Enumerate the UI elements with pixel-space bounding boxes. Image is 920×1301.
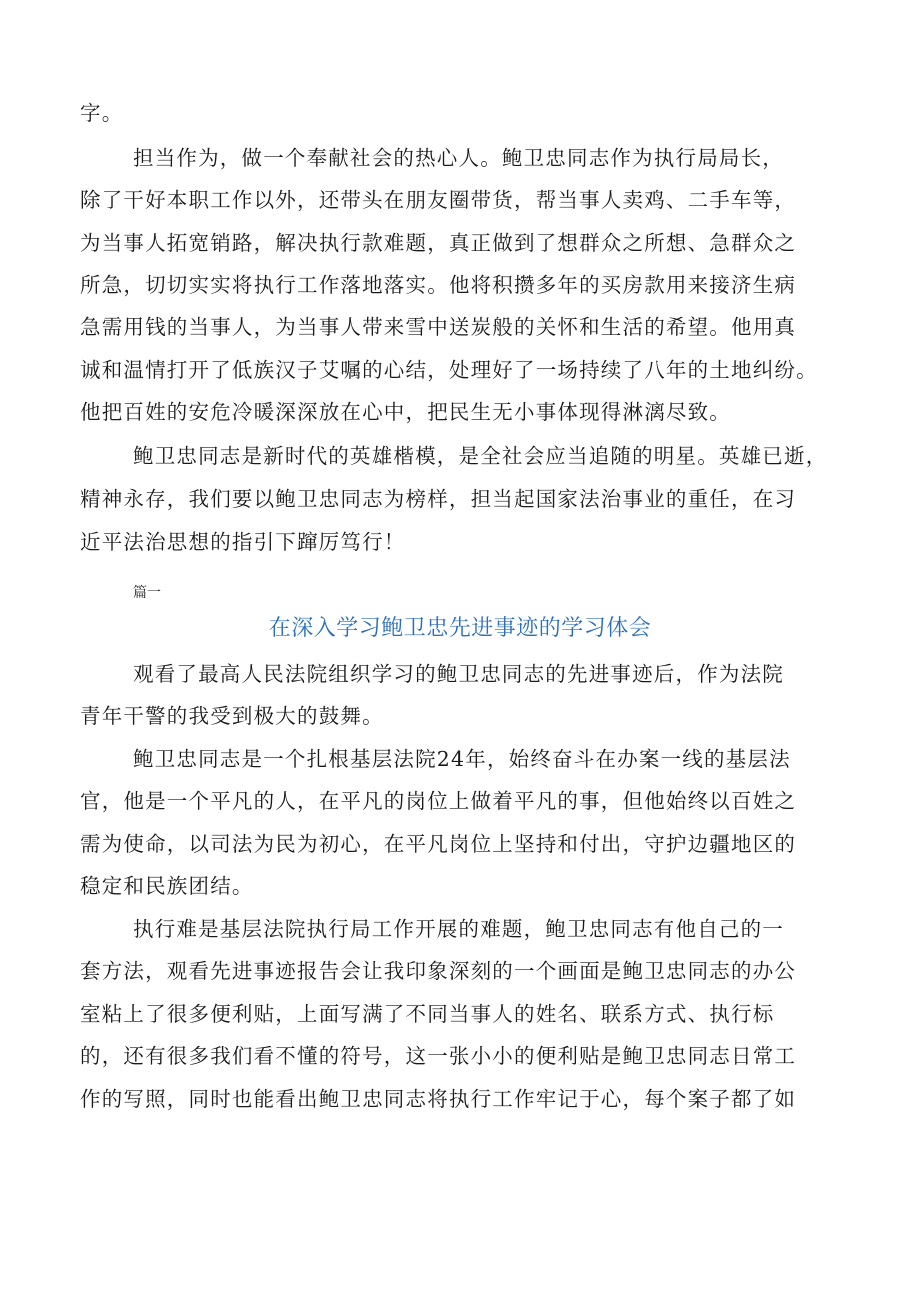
document-title: 在深入学习鲍卫忠先进事迹的学习体会 (268, 616, 652, 641)
paragraph-line: 字。 (80, 101, 124, 125)
paragraph-line: 室粘上了很多便利贴，上面写满了不同当事人的姓名、联系方式、执行标 (80, 1002, 775, 1026)
paragraph-line: 鲍卫忠同志是新时代的英雄楷模，是全社会应当追随的明星。英雄已逝， (133, 444, 828, 468)
paragraph-line: 需为使命，以司法为民为初心，在平凡岗位上坚持和付出，守护边疆地区的 (80, 832, 797, 856)
paragraph-line: 套方法，观看先进事迹报告会让我印象深刻的一个画面是鲍卫忠同志的办公 (80, 959, 797, 983)
section-label: 篇一 (133, 585, 161, 601)
paragraph-line: 青年干警的我受到极大的鼓舞。 (80, 704, 384, 728)
paragraph-line: 急需用钱的当事人，为当事人带来雪中送炭般的关怀和生活的希望。他用真 (80, 315, 797, 339)
paragraph-line: 鲍卫忠同志是一个扎根基层法院24年，始终奋斗在办案一线的基层法 (133, 747, 791, 771)
paragraph-line: 除了干好本职工作以外，还带头在朋友圈带货，帮当事人卖鸡、二手车等， (80, 188, 797, 212)
paragraph-line: 精神永存，我们要以鲍卫忠同志为榜样，担当起国家法治事业的重任，在习 (80, 487, 797, 511)
paragraph-line: 观看了最高人民法院组织学习的鲍卫忠同志的先进事迹后，作为法院 (133, 662, 784, 686)
paragraph-line: 作的写照，同时也能看出鲍卫忠同志将执行工作牢记于心，每个案子都了如 (80, 1087, 797, 1111)
paragraph-line: 官，他是一个平凡的人，在平凡的岗位上做着平凡的事，但他始终以百姓之 (80, 789, 797, 813)
paragraph-line: 近平法治思想的指引下蹿厉笃行！ (80, 530, 406, 554)
paragraph-line: 执行难是基层法院执行局工作开展的难题，鲍卫忠同志有他自己的一 (133, 917, 784, 941)
paragraph-line: 所急，切切实实将执行工作落地落实。他将积攒多年的买房款用来接济生病 (80, 273, 797, 297)
paragraph-line: 担当作为，做一个奉献社会的热心人。鲍卫忠同志作为执行局局长， (133, 146, 784, 170)
paragraph-line: 稳定和民族团结。 (80, 874, 254, 898)
paragraph-line: 诚和温情打开了低族汉子艾嘱的心结，处理好了一场持续了八年的土地纠纷。 (80, 358, 818, 382)
paragraph-line: 为当事人拓宽销路，解决执行款难题，真正做到了想群众之所想、急群众之 (80, 231, 797, 255)
paragraph-line: 他把百姓的安危冷暖深深放在心中，把民生无小事体现得淋漓尽致。 (80, 400, 731, 424)
paragraph-line: 的，还有很多我们看不懂的符号，这一张小小的便利贴是鲍卫忠同志日常工 (80, 1044, 797, 1068)
